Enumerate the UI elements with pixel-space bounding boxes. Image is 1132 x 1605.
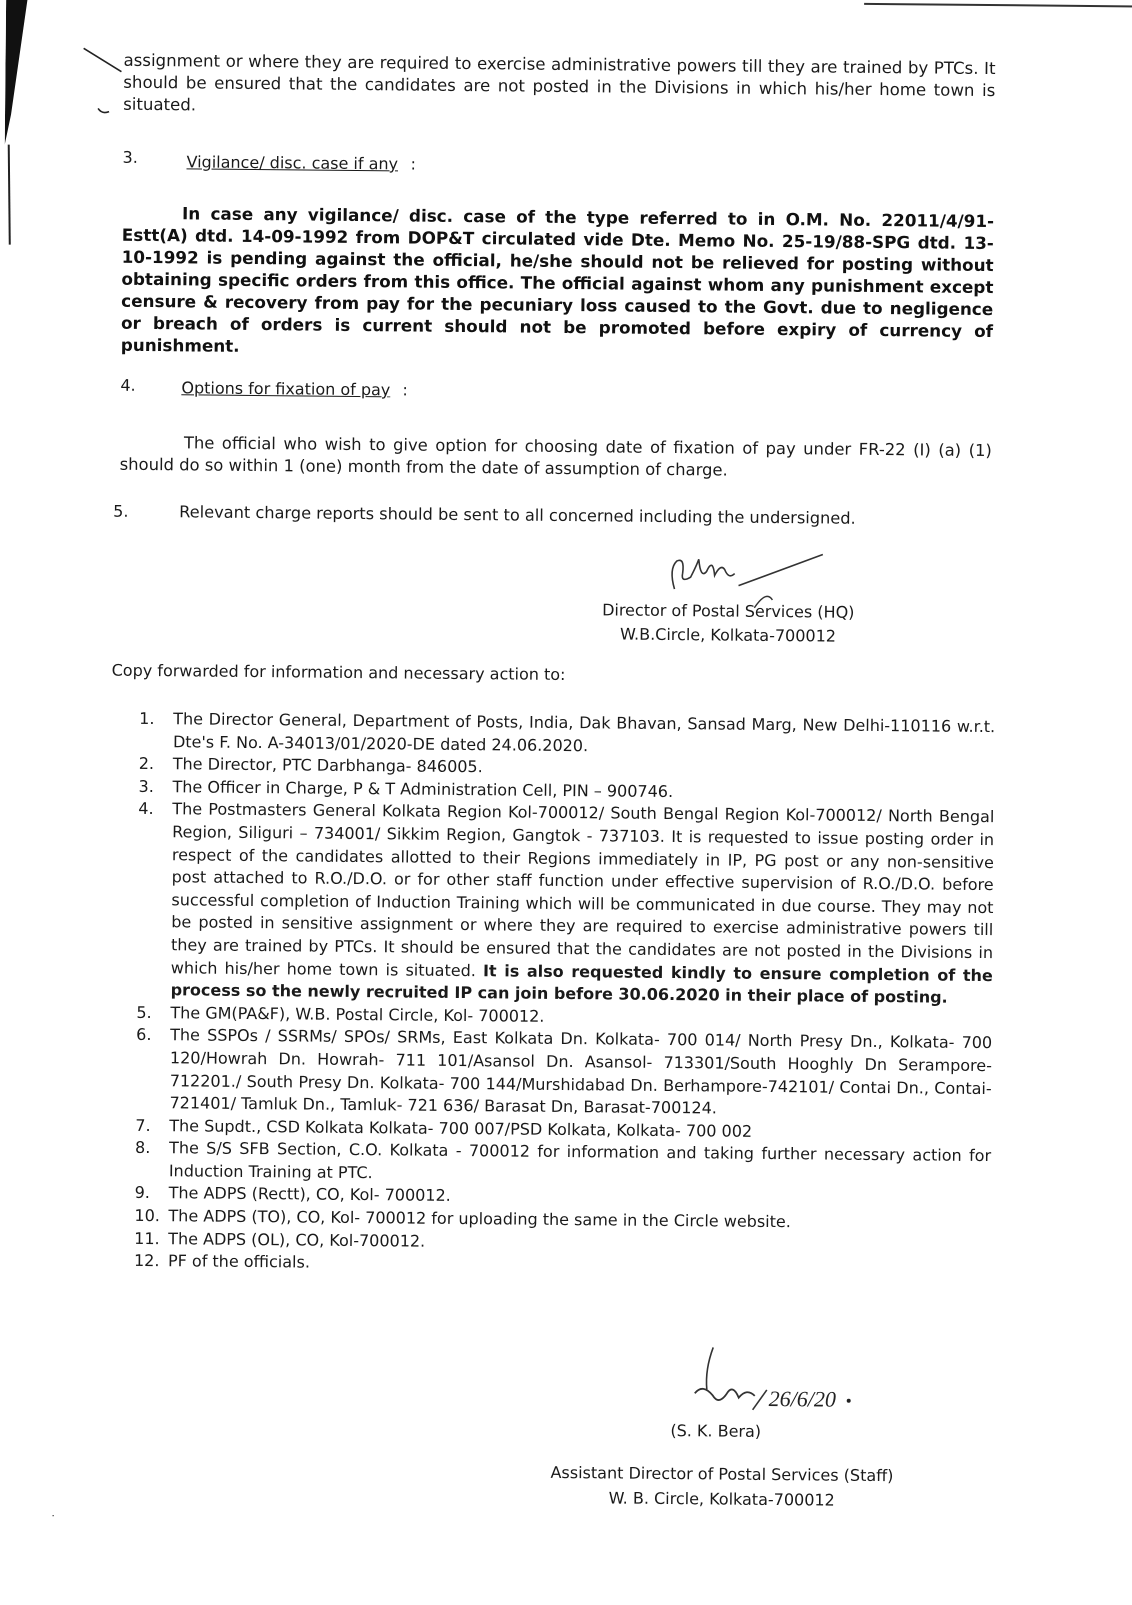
copy-list-item-body: The ADPS (Rectt), CO, Kol- 700012. bbox=[168, 1183, 451, 1206]
copy-forwarded-heading: Copy forwarded for information and necessary action to: bbox=[111, 660, 566, 684]
section-3-paragraph: In case any vigilance/ disc. case of the type referred to in O.M. No. 22011/4/91-Estt(A) dtd. 14-09-1992 from DOP&T circulated vide Dte. Memo No. 25-19/88-SPG dtd. 13-10-1992 is pending against the official, he/she should not be relieved for posting without obtaining specific orders from this office. The official against whom any punishment except censure & recovery from pay for the pecuniary loss caused to the Govt. due to negligence or breach of orders is current should not be promoted before expiry of currency of punishment. bbox=[120, 203, 995, 356]
copy-list-item-body: PF of the officials. bbox=[167, 1251, 311, 1272]
section-3-number: 3. bbox=[122, 147, 138, 167]
copy-list-item-number: 5. bbox=[136, 1002, 152, 1022]
section-3-colon: : bbox=[410, 154, 417, 174]
signature-1-address: W.B.Circle, Kolkata-700012 bbox=[620, 624, 837, 646]
pen-mark-icon bbox=[81, 45, 125, 75]
copy-list-item-body: The Director General, Department of Posts, India, Dak Bhavan, Sansad Marg, New Delhi-110116 w.r.t. Dte's F. No. A-34013/01/2020-DE dated 24.06.2020. bbox=[172, 709, 996, 755]
copy-list-item-bold-text: It is also requested kindly to ensure completion of the process so the newly recruited IP can join before 30.06.2020 in their place of posting. bbox=[170, 960, 993, 1007]
top-rule bbox=[864, 3, 1132, 8]
copy-list-item-body: The Supdt., CSD Kolkata Kolkata- 700 007/PSD Kolkata, Kolkata- 700 002 bbox=[169, 1115, 753, 1141]
copy-list-item-number: 9. bbox=[134, 1183, 151, 1203]
section-3-heading: Vigilance/ disc. case if any bbox=[186, 152, 399, 174]
copy-list-item-text bbox=[171, 799, 995, 1010]
section-4-number: 4. bbox=[120, 375, 136, 395]
copy-list-item-text bbox=[169, 1025, 992, 1123]
copy-list-item-number: 10. bbox=[134, 1205, 160, 1226]
copy-list-item-body: The Officer in Charge, P & T Administration Cell, PIN – 900746. bbox=[172, 777, 674, 801]
scan-edge-artifact bbox=[4, 0, 46, 255]
copy-list-item-number: 7. bbox=[135, 1115, 151, 1135]
copy-list-item bbox=[135, 1024, 992, 1123]
copy-list-item-number: 8. bbox=[135, 1138, 151, 1158]
section-5-number: 5. bbox=[113, 501, 129, 521]
copy-list-item bbox=[137, 798, 995, 1010]
signatory-name: (S. K. Bera) bbox=[670, 1421, 762, 1441]
copy-list-item-body: The GM(PA&F), W.B. Postal Circle, Kol- 700012. bbox=[170, 1002, 545, 1026]
copy-list-item-number: 3. bbox=[138, 776, 154, 796]
copy-list-item-text bbox=[173, 708, 995, 761]
copy-list-item-text bbox=[169, 1137, 991, 1190]
section-4-colon: : bbox=[402, 380, 408, 400]
copy-list-item-number: 11. bbox=[134, 1228, 160, 1248]
signature-1-title: Director of Postal Services (HQ) bbox=[602, 600, 855, 622]
copy-list-item-number: 2. bbox=[138, 754, 155, 774]
copy-list-item-body: The Postmasters General Kolkata Region Kol-700012/ South Bengal Region Kol-700012/ North Bengal Region, Siliguri – 734001/ Sikkim Region, Gangtok - 737103. It is requested to issue posting order in respect of the candidates allotted to their Regions immediately in IP, PG post or any non-sensitive post attached to R.O./D.O. or for other staff function under effective supervision of R.O./D.O. before successful completion of Induction Training which will be communicated in due course. They may not be posted in sensitive assignment or where they are required to exercise administrative powers till they are trained by PTCs. It should be ensured that the candidates are not posted in the Divisions in which his/her home town is situated. bbox=[170, 799, 995, 980]
signature-block-2 bbox=[532, 1460, 912, 1514]
copy-list-item-body: The Director, PTC Darbhanga- 846005. bbox=[172, 754, 483, 777]
sig2-date: 26/6/20 bbox=[768, 1385, 837, 1412]
copy-list-item bbox=[135, 1137, 991, 1190]
intro-paragraph: assignment or where they are required to exercise administrative powers till they are trained by PTCs. It should be ensured that the candidates are not posted in the Divisions in which his/her home town is situated. bbox=[123, 50, 996, 115]
section-4-paragraph: The official who wish to give option for choosing date of fixation of pay under FR-22 (I) (a) (1) should do so within 1 (one) month from the date of assumption of charge. bbox=[119, 433, 992, 480]
section-4-heading: Options for fixation of pay bbox=[181, 378, 391, 400]
scan-speck: · bbox=[51, 1511, 55, 1523]
copy-list-item-body: The ADPS (TO), CO, Kol- 700012 for uploading the same in the Circle website. bbox=[168, 1206, 791, 1232]
copy-list-item-body: The SSPOs / SSRMs/ SPOs/ SRMs, East Kolkata Dn. Kolkata- 700 014/ North Presy Dn., Kolkata- 700 120/Howrah Dn. Howrah- 711 101/Asansol Dn. Asansol- 713301/South Hooghly Dn Serampore- 712201./ South Presy Dn. Kolkata- 700 144/Murshidabad Dn. Berhampore-742101/ Contai Dn., Contai- 721401/ Tamluk Dn., Tamluk- 721 636/ Barasat Dn, Barasat-700124. bbox=[169, 1025, 993, 1118]
copy-list-item-body: The S/S SFB Section, C.O. Kolkata - 700012 for information and taking further necessary action for Induction Training at PTC. bbox=[168, 1138, 992, 1183]
copy-list-item-number: 12. bbox=[133, 1251, 160, 1271]
copy-list bbox=[134, 708, 995, 1281]
copy-list-item-number: 4. bbox=[138, 799, 154, 819]
copy-list-item-number: 1. bbox=[139, 708, 155, 729]
section-5-paragraph: Relevant charge reports should be sent to all concerned including the undersigned. bbox=[179, 502, 856, 528]
copy-list-item-number: 6. bbox=[136, 1025, 152, 1045]
signature-2-title: Assistant Director of Postal Services (Staff) bbox=[550, 1462, 894, 1486]
signature-2-address: W. B. Circle, Kolkata-700012 bbox=[608, 1488, 835, 1510]
copy-list-item-body: The ADPS (OL), CO, Kol-700012. bbox=[168, 1228, 426, 1251]
pen-tick-icon bbox=[97, 105, 111, 115]
signature-block-1 bbox=[588, 598, 868, 649]
copy-list-item bbox=[139, 708, 995, 761]
